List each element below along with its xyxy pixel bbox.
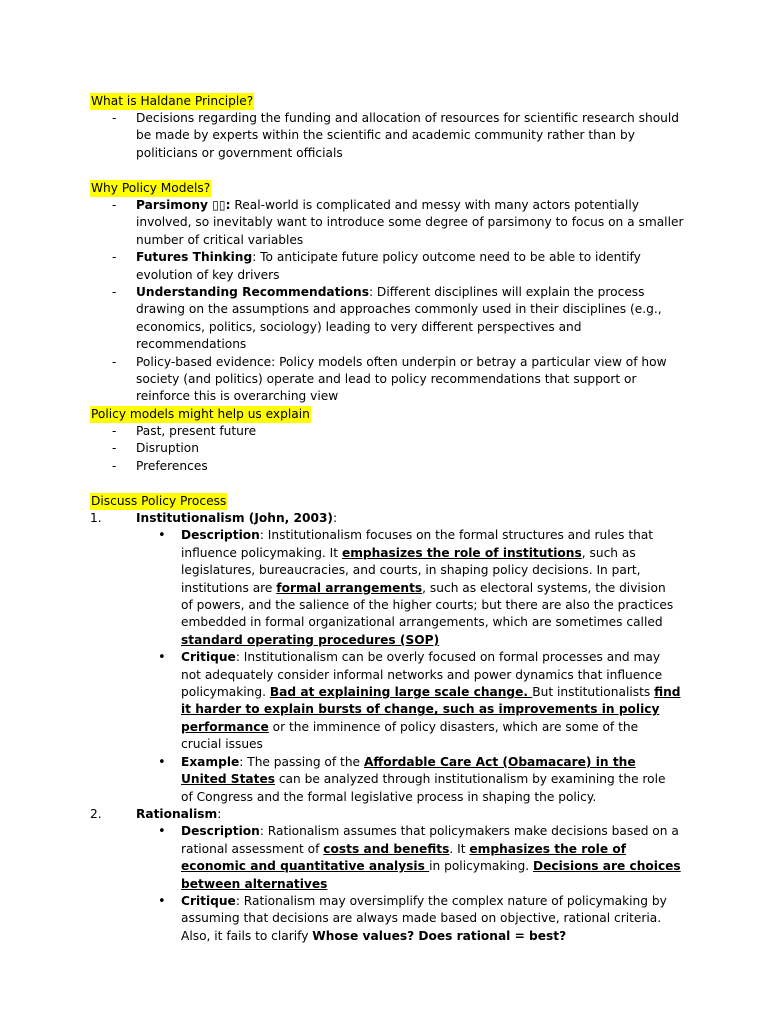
list-item: - Decisions regarding the funding and allocation of resources for scientific research should be made by experts within the scientific and academic community rather than by politicians or government officials — [112, 111, 680, 160]
list-item: - Past, present future — [112, 424, 257, 438]
heading-discuss-policy-process: Discuss Policy Process — [90, 493, 227, 510]
list-item: - Understanding Recommendations: Different disciplines will explain the process drawing on the assumptions and approaches commonly used in their disciplines (e.g., economics, politics, sociology) leading to very different perspectives and recommendations — [112, 285, 662, 352]
institutionalism-points — [136, 527, 690, 806]
list-item-institutionalism: 1. Institutionalism (John, 2003): • Description: Institutionalism focuses on the formal structures and rules that influence policymaking. It emphasizes the role of institutions, such as legislatures, bureaucracies, and courts, in shaping policy decisions. In part, institutions are formal arrangements, such as electoral systems, the division of powers, and the salience of the higher courts; but there are also the practices embedded in formal organizational arrangements, which are sometimes called standard operating procedures (SOP) • Critique: Institutionalism can be overly focused on formal processes and may not adequately consider informal networks and power dynamics that influence policymaking. Bad at explaining large scale change. But institutionalists find it harder to explain bursts of change, such as improvements in policy performance or the imminence of policy disasters, which are some of the crucial issues • Example: The passing of the Affordable Care Act (Obamacare) in the United States can be analyzed through institutionalism by examining the role of Congress and the formal legislative process in shaping the policy. — [90, 510, 690, 806]
list-item: - Parsimony ▯▯: Real-world is complicated and messy with many actors potentially involved, so inevitably want to introduce some degree of parsimony to focus on a smaller number of critical variables — [112, 198, 684, 247]
bullet-item: • Description: Rationalism assumes that policymakers make decisions based on a rational assessment of costs and benefits. It emphasizes the role of economic and quantitative analysis in policymaking. Decisions are choices between alternatives — [158, 824, 681, 891]
heading-why-policy-models: Why Policy Models? — [90, 180, 211, 197]
haldane-list — [90, 110, 690, 162]
bullet-item: • Critique: Rationalism may oversimplify the complex nature of policymaking by assuming that decisions are always made based on objective, rational criteria. Also, it fails to clarify Whose values? Does rational = best? — [158, 893, 667, 943]
list-item-rationalism: 2. Rationalism: • Description: Rationalism assumes that policymakers make decisions based on a rational assessment of costs and benefits. It emphasizes the role of economic and quantitative analysis in policymaking. Decisions are choices between alternatives • Critique: Rationalism may oversimplify the complex nature of policymaking by assuming that decisions are always made based on objective, rational criteria. Also, it fails to clarify Whose values? Does rational = best? — [90, 806, 690, 945]
list-item: - Preferences — [112, 458, 208, 473]
list-item: - Futures Thinking: To anticipate future policy outcome need to be able to identify evolution of key drivers — [112, 250, 641, 282]
why-models-list — [90, 197, 690, 406]
bullet-item: • Critique: Institutionalism can be overly focused on formal processes and may not adequately consider informal networks and power dynamics that influence policymaking. Bad at explaining large scale change. But institutionalists find it harder to explain bursts of change, such as improvements in policy performance or the imminence of policy disasters, which are some of the crucial issues — [158, 650, 681, 752]
explain-list — [90, 423, 690, 475]
bullet-item: • Description: Institutionalism focuses on the formal structures and rules that influence policymaking. It emphasizes the role of institutions, such as legislatures, bureaucracies, and courts, in shaping policy decisions. In part, institutions are formal arrangements, such as electoral systems, the division of powers, and the salience of the higher courts; but there are also the practices embedded in formal organizational arrangements, which are sometimes called standard operating procedures (SOP) — [158, 528, 674, 647]
rationalism-points — [136, 823, 690, 945]
list-item: - Policy-based evidence: Policy models often underpin or betray a particular view of how society (and politics) operate and lead to policy recommendations that support or reinforce this is overarching view — [112, 354, 667, 404]
list-item: - Disruption — [112, 441, 199, 456]
bullet-item: • Example: The passing of the Affordable Care Act (Obamacare) in the United States can be analyzed through institutionalism by examining the role of Congress and the formal legislative process in shaping the policy. — [158, 754, 666, 804]
heading-haldane: What is Haldane Principle? — [90, 93, 254, 110]
policy-process-list — [90, 510, 690, 945]
heading-policy-models-explain: Policy models might help us explain — [90, 406, 311, 423]
